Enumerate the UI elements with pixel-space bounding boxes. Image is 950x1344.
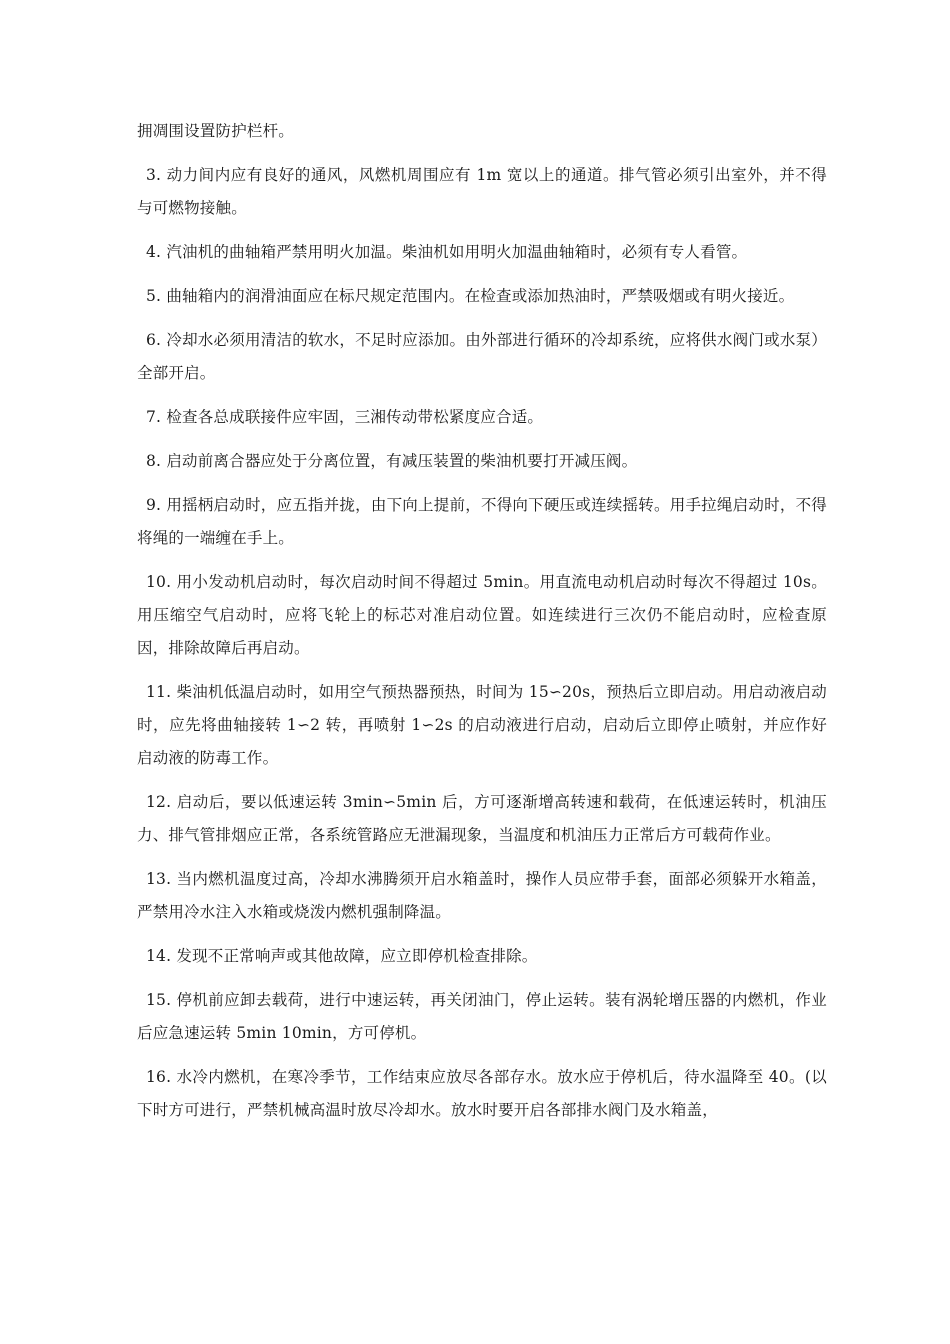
- paragraph-item-4: 4. 汽油机的曲轴箱严禁用明火加温。柴油机如用明火加温曲轴箱时，必须有专人看管。: [146, 243, 748, 261]
- paragraph-item-8: 8. 启动前离合器应处于分离位置，有减压装置的柴油机要打开减压阀。: [146, 452, 638, 470]
- paragraph-item-5: 5. 曲轴箱内的润滑油面应在标尺规定范围内。在检查或添加热油时，严禁吸烟或有明火接近。: [146, 287, 795, 305]
- paragraph-continuation: 拥凋围设置防护栏杆。: [137, 122, 295, 140]
- paragraph-item-16: 16. 水冷内燃机，在寒冷季节，工作结束应放尽各部存水。放水应于停机后，待水温降至 40。(以下时方可进行，严禁机械高温时放尽冷却水。放水时要开启各部排水阀门及水箱盖，: [137, 1068, 827, 1119]
- paragraph-item-13: 13. 当内燃机温度过高，冷却水沸腾须开启水箱盖时，操作人员应带手套，面部必须躲开水箱盖，严禁用冷水注入水箱或烧泼内燃机强制降温。: [137, 870, 827, 921]
- document-body: [137, 115, 827, 1138]
- paragraph-item-9: 9. 用摇柄启动时，应五指并拢，由下向上提前，不得向下硬压或连续摇转。用手拉绳启动时，不得将绳的一端缠在手上。: [137, 496, 827, 547]
- paragraph-item-14: 14. 发现不正常响声或其他故障，应立即停机检查排除。: [146, 947, 538, 965]
- paragraph-item-3: 3. 动力间内应有良好的通风，风燃机周围应有 1m 宽以上的通道。排气管必须引出室外，并不得与可燃物接触。: [137, 166, 827, 217]
- paragraph-item-12: 12. 启动后，要以低速运转 3min∽5min 后，方可逐渐增高转速和载荷，在低速运转时，机油压力、排气管排烟应正常，各系统管路应无泄漏现象，当温度和机油压力正常后方可载荷作业。: [137, 793, 827, 844]
- paragraph-item-11: 11. 柴油机低温启动时，如用空气预热器预热，时间为 15∽20s，预热后立即启动。用启动液启动时，应先将曲轴接转 1∽2 转，再喷射 1∽2s 的启动液进行启动，启动后立即停止喷射，并应作好启动液的防毒工作。: [137, 683, 827, 767]
- paragraph-item-6: 6. 冷却水必须用清洁的软水，不足时应添加。由外部进行循环的冷却系统，应将供水阀门或水泵）全部开启。: [137, 331, 827, 382]
- paragraph-item-10: 10. 用小发动机启动时，每次启动时间不得超过 5min。用直流电动机启动时每次不得超过 10s。用压缩空气启动时，应将飞轮上的标芯对准启动位置。如连续进行三次仍不能启动时，应检查原因，排除故障后再启动。: [137, 573, 827, 657]
- paragraph-item-7: 7. 检查各总成联接件应牢固，三湘传动带松紧度应合适。: [146, 408, 544, 426]
- paragraph-item-15: 15. 停机前应卸去载荷，进行中速运转，再关闭油门，停止运转。装有涡轮增压器的内燃机，作业后应急速运转 5min 10min，方可停机。: [137, 991, 827, 1042]
